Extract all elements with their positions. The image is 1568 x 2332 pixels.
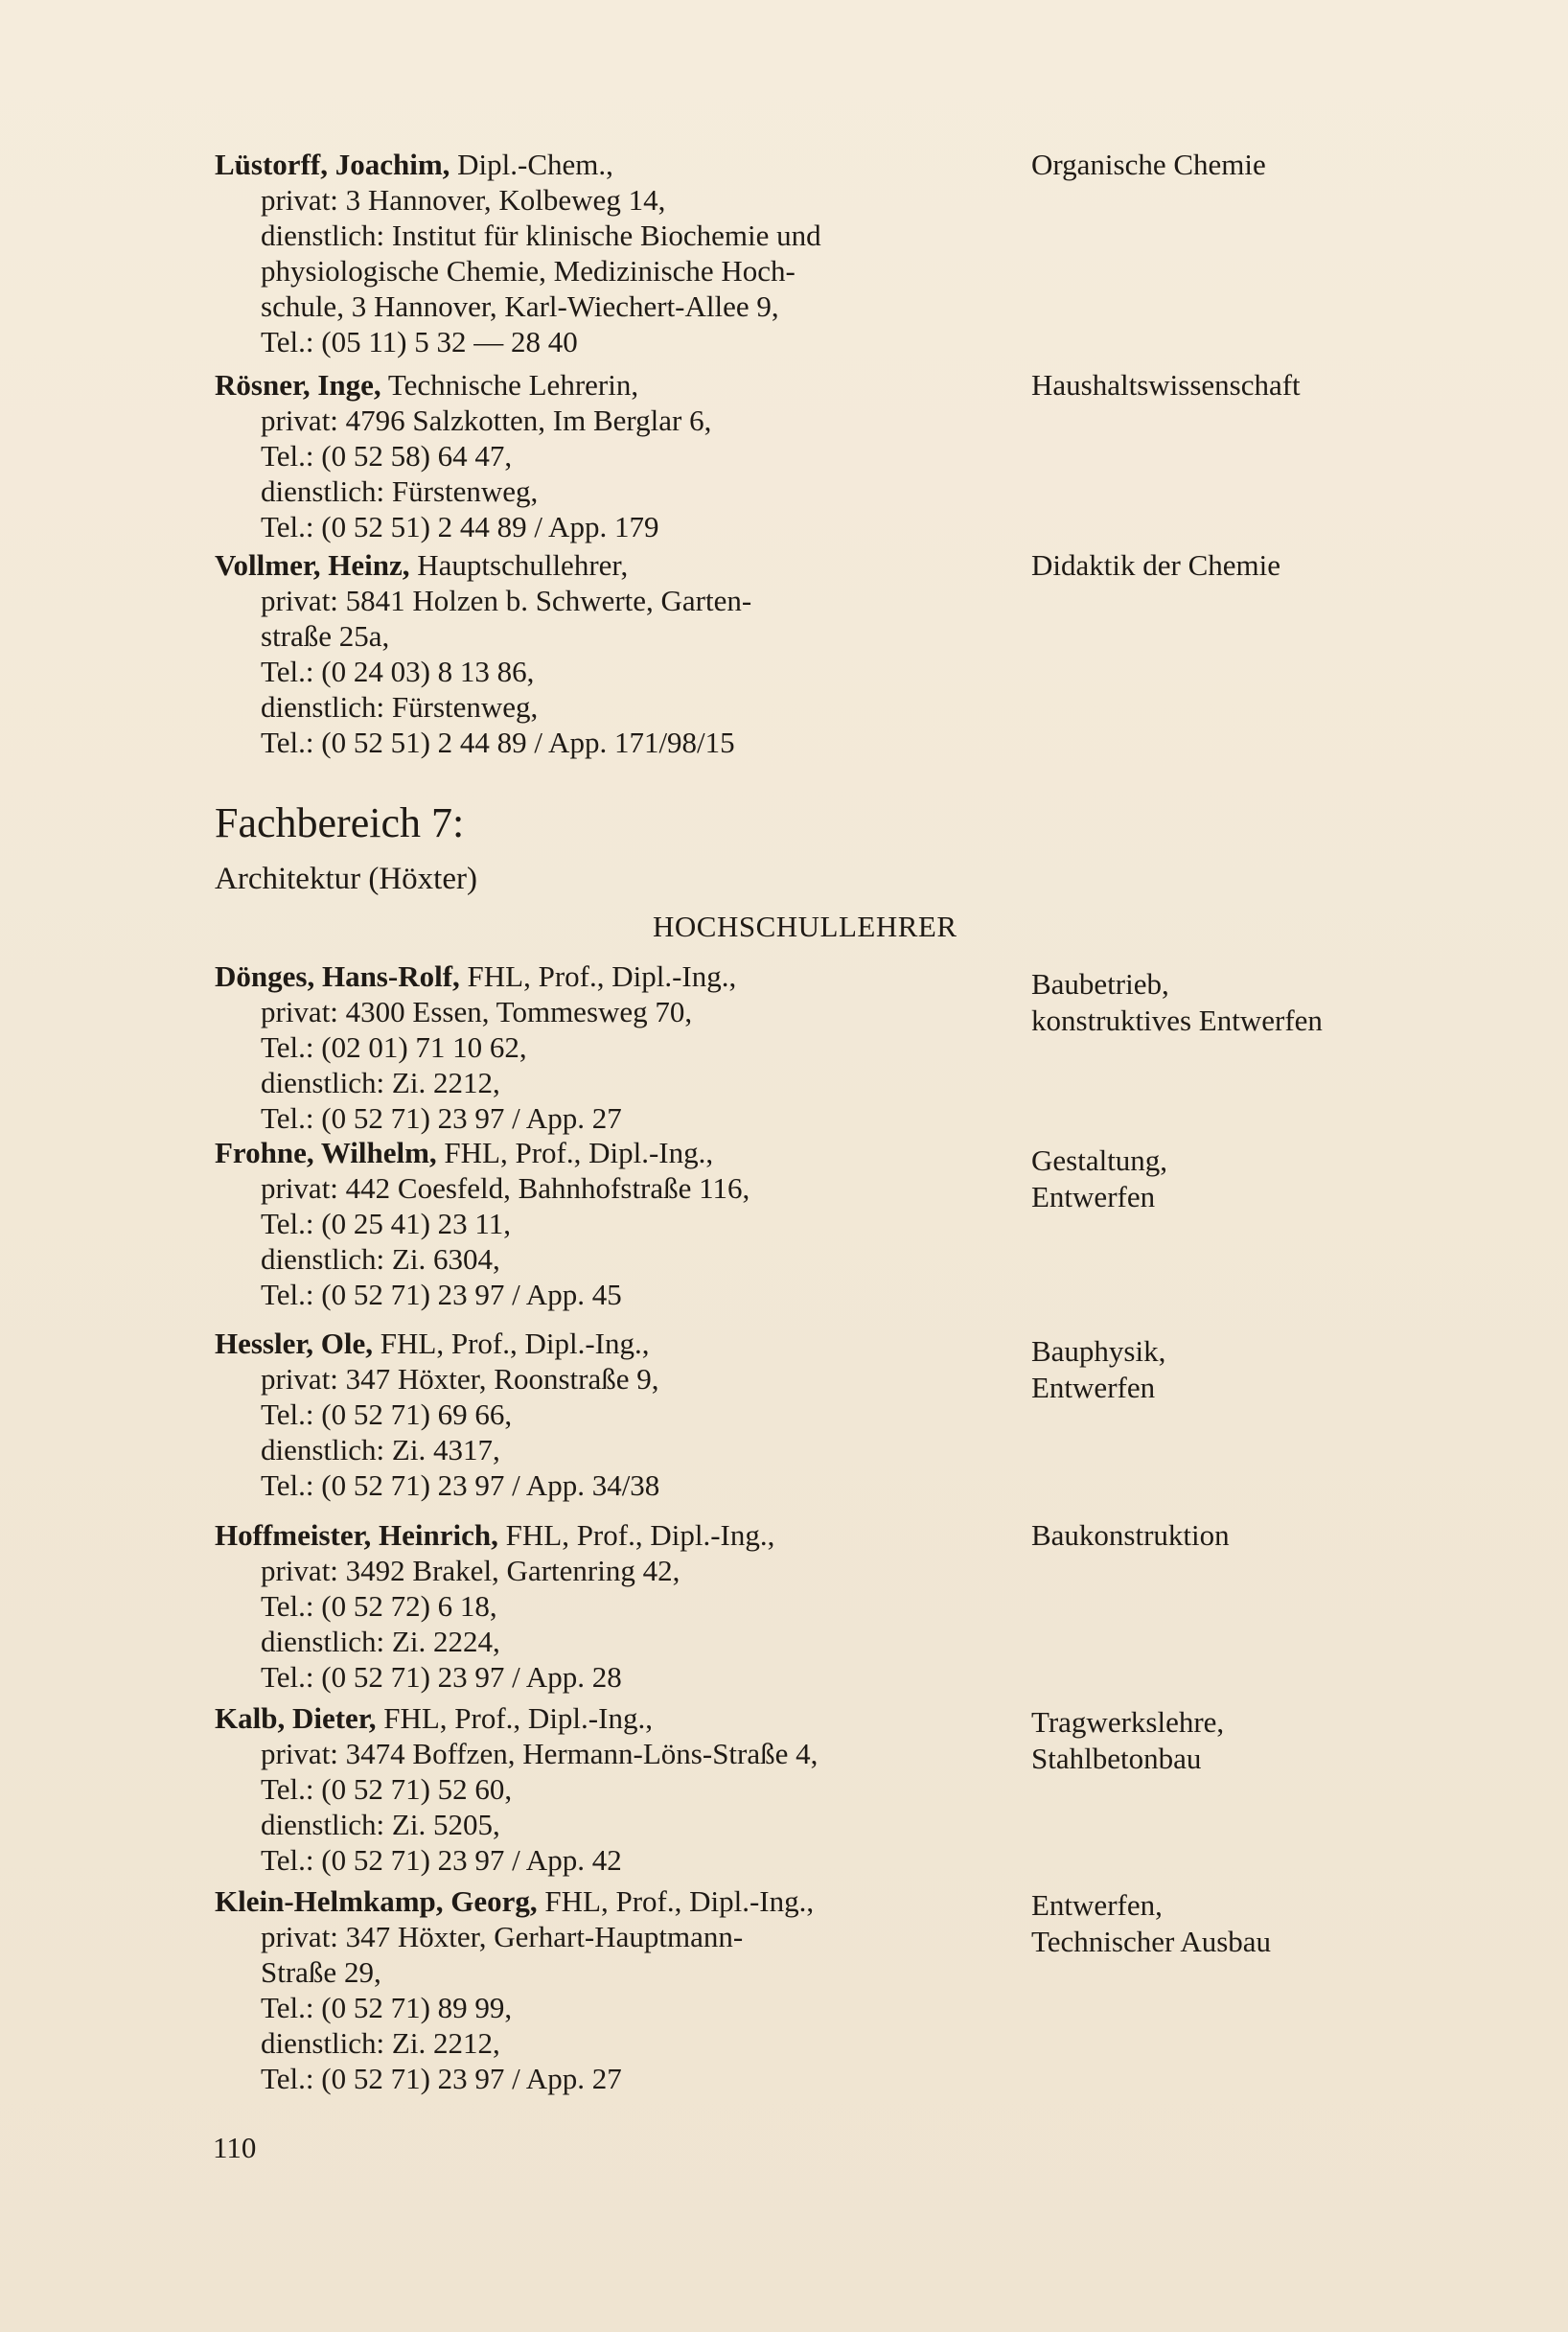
entry-details: [215, 958, 1020, 1136]
entry-details: [215, 147, 1020, 359]
entry-subject: [1031, 367, 1491, 404]
entry-details: [215, 367, 1020, 544]
entry-line: Straße 29,: [261, 1955, 381, 1989]
entry-name: Dönges, Hans-Rolf,: [215, 959, 460, 993]
entry-line: privat: 3 Hannover, Kolbeweg 14,: [261, 183, 666, 217]
subject-line: Gestaltung,: [1031, 1143, 1168, 1177]
subject-line: Didaktik der Chemie: [1031, 548, 1280, 582]
entry-heading: [215, 1517, 1020, 1553]
subject-line: Stahlbetonbau: [1031, 1742, 1202, 1775]
entry-line: Tel.: (02 01) 71 10 62,: [261, 1030, 527, 1064]
page-number: 110: [213, 2131, 257, 2164]
entry-line: schule, 3 Hannover, Karl-Wiechert-Allee 9,: [261, 289, 779, 323]
entry-details: [215, 1135, 1020, 1312]
subject-line: Technischer Ausbau: [1031, 1925, 1272, 1958]
entry-title: Hauptschullehrer,: [417, 548, 629, 582]
entry-line: privat: 4300 Essen, Tommesweg 70,: [261, 995, 693, 1028]
entry-details: [215, 1700, 1020, 1878]
entry-title: FHL, Prof., Dipl.-Ing.,: [505, 1518, 775, 1552]
entry-details: [215, 1517, 1020, 1695]
entry-heading: [215, 367, 1020, 403]
entry-details: [215, 1326, 1020, 1503]
entry-heading: [215, 1883, 1020, 1919]
entry-line: dienstlich: Zi. 5205,: [261, 1808, 500, 1841]
entry-line: Tel.: (0 52 71) 52 60,: [261, 1772, 513, 1806]
section-role-heading: HOCHSCHULLEHRER: [653, 910, 957, 943]
entry-line: dienstlich: Zi. 4317,: [261, 1433, 500, 1466]
entry-line: dienstlich: Zi. 2224,: [261, 1625, 500, 1658]
entry-details: [215, 1883, 1020, 2096]
entry-name: Hessler, Ole,: [215, 1327, 374, 1360]
entry-line: Tel.: (0 24 03) 8 13 86,: [261, 655, 535, 688]
entry-line: Tel.: (0 52 71) 23 97 / App. 42: [261, 1843, 622, 1877]
entry-title: FHL, Prof., Dipl.-Ing.,: [444, 1136, 714, 1169]
entry-subject: [1031, 1517, 1491, 1554]
entry-line: Tel.: (0 52 51) 2 44 89 / App. 179: [261, 510, 659, 543]
entry-name: Hoffmeister, Heinrich,: [215, 1518, 498, 1552]
entry-subject: [1031, 547, 1491, 584]
entry-subject: [1031, 147, 1491, 183]
entry-title: FHL, Prof., Dipl.-Ing.,: [467, 959, 737, 993]
entry-line: straße 25a,: [261, 619, 390, 653]
entry-details: [215, 547, 1020, 760]
entry-line: Tel.: (0 52 71) 23 97 / App. 27: [261, 2062, 622, 2095]
entry-heading: [215, 547, 1020, 583]
subject-line: Haushaltswissenschaft: [1031, 368, 1301, 402]
entry-subject: [1031, 1333, 1491, 1406]
entry-line: Tel.: (0 52 72) 6 18,: [261, 1589, 497, 1623]
subject-line: Baubetrieb,: [1031, 967, 1169, 1001]
subject-line: Entwerfen: [1031, 1180, 1156, 1213]
entry-line: privat: 5841 Holzen b. Schwerte, Garten-: [261, 584, 752, 617]
entry-name: Lüstorff, Joachim,: [215, 148, 450, 181]
entry-title: FHL, Prof., Dipl.-Ing.,: [380, 1327, 650, 1360]
entry-line: privat: 347 Höxter, Roonstraße 9,: [261, 1362, 659, 1396]
entry-heading: [215, 1326, 1020, 1361]
entry-line: dienstlich: Zi. 6304,: [261, 1242, 500, 1276]
entry-title: FHL, Prof., Dipl.-Ing.,: [544, 1884, 815, 1918]
subject-line: Tragwerkslehre,: [1031, 1705, 1225, 1739]
entry-title: Technische Lehrerin,: [387, 368, 639, 402]
entry-name: Frohne, Wilhelm,: [215, 1136, 437, 1169]
entry-line: dienstlich: Zi. 2212,: [261, 2026, 500, 2060]
entry-line: dienstlich: Institut für klinische Biochemie und: [261, 219, 821, 252]
subject-line: Baukonstruktion: [1031, 1518, 1230, 1552]
entry-subject: [1031, 966, 1491, 1039]
entry-name: Rösner, Inge,: [215, 368, 381, 402]
entry-subject: [1031, 1887, 1491, 1960]
subject-line: konstruktives Entwerfen: [1031, 1004, 1323, 1037]
entry-subject: [1031, 1704, 1491, 1777]
entry-line: privat: 442 Coesfeld, Bahnhofstraße 116,: [261, 1171, 750, 1205]
entry-line: Tel.: (05 11) 5 32 — 28 40: [261, 325, 578, 358]
entry-line: dienstlich: Fürstenweg,: [261, 474, 539, 508]
entry-line: physiologische Chemie, Medizinische Hoch-: [261, 254, 796, 288]
entry-title: FHL, Prof., Dipl.-Ing.,: [383, 1701, 653, 1735]
entry-line: Tel.: (0 52 51) 2 44 89 / App. 171/98/15: [261, 726, 735, 759]
entry-line: Tel.: (0 52 71) 23 97 / App. 28: [261, 1660, 622, 1694]
entry-line: privat: 3492 Brakel, Gartenring 42,: [261, 1554, 680, 1587]
entry-heading: [215, 147, 1020, 182]
entry-line: Tel.: (0 52 71) 23 97 / App. 45: [261, 1278, 622, 1311]
entry-line: Tel.: (0 52 71) 23 97 / App. 34/38: [261, 1468, 660, 1502]
entry-line: dienstlich: Fürstenweg,: [261, 690, 539, 724]
section-subtitle: Architektur (Höxter): [215, 862, 477, 896]
entry-title: Dipl.-Chem.,: [457, 148, 613, 181]
subject-line: Entwerfen,: [1031, 1888, 1163, 1922]
entry-subject: [1031, 1143, 1491, 1215]
entry-line: Tel.: (0 52 71) 23 97 / App. 27: [261, 1101, 622, 1135]
entry-heading: [215, 1700, 1020, 1736]
entry-heading: [215, 958, 1020, 994]
entry-name: Vollmer, Heinz,: [215, 548, 410, 582]
entry-heading: [215, 1135, 1020, 1170]
entry-line: Tel.: (0 52 71) 89 99,: [261, 1991, 513, 2024]
entry-line: privat: 347 Höxter, Gerhart-Hauptmann-: [261, 1920, 744, 1953]
subject-line: Entwerfen: [1031, 1371, 1156, 1404]
entry-line: privat: 4796 Salzkotten, Im Berglar 6,: [261, 404, 712, 437]
entry-name: Klein-Helmkamp, Georg,: [215, 1884, 538, 1918]
section-title: Fachbereich 7:: [215, 799, 465, 846]
subject-line: Bauphysik,: [1031, 1334, 1166, 1368]
entry-line: Tel.: (0 52 71) 69 66,: [261, 1397, 513, 1431]
entry-line: Tel.: (0 25 41) 23 11,: [261, 1207, 512, 1240]
entry-line: dienstlich: Zi. 2212,: [261, 1066, 500, 1099]
entry-name: Kalb, Dieter,: [215, 1701, 377, 1735]
entry-line: Tel.: (0 52 58) 64 47,: [261, 439, 513, 473]
entry-line: privat: 3474 Boffzen, Hermann-Löns-Straße 4,: [261, 1737, 819, 1770]
subject-line: Organische Chemie: [1031, 148, 1266, 181]
